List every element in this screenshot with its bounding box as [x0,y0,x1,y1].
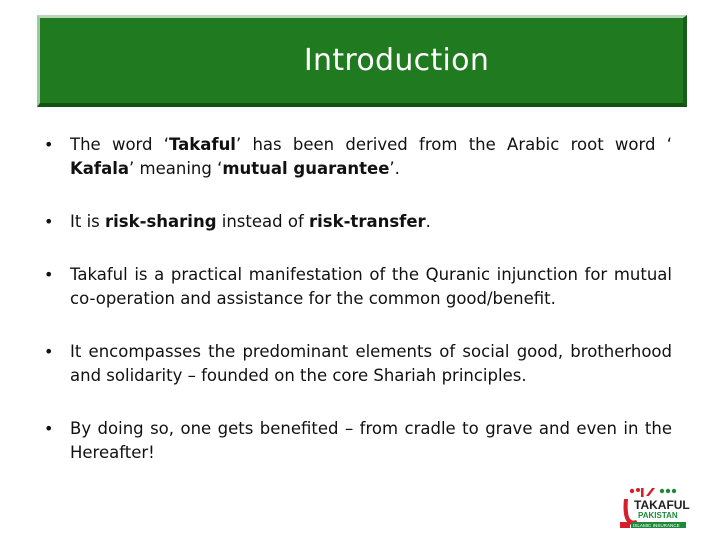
bold-term: mutual guarantee [222,159,390,178]
bullet-dot-icon: • [44,265,54,284]
bullet-item [44,417,672,465]
bullet-dot-icon: • [44,212,54,231]
bullet-dot-icon: • [44,342,54,361]
bullet-item [44,340,672,388]
bullet-text: It is [70,212,106,231]
bold-term: risk-sharing [105,212,217,231]
bullet-dot-icon: • [44,135,54,154]
logo-country-text: PAKISTAN [638,511,678,520]
logo-tagline-text: ISLAMIC INSURANCE [633,523,680,528]
bullet-text: The word ‘ [70,135,170,154]
bullet-text: ’ meaning ‘ [129,159,223,178]
bullet-item [44,133,672,181]
slide-title: Introduction [303,43,490,78]
takaful-pakistan-logo [612,487,690,531]
bullet-text: ’ has been derived from the Arabic root word ‘ [235,135,672,154]
bold-term: risk-transfer [309,212,426,231]
bullet-item [44,210,672,234]
logo-brand-text: TAKAFUL [634,498,690,512]
bullet-text: ’. [389,159,400,178]
bullet-dot-icon: • [44,419,54,438]
bullet-text: It encompasses the predominant elements of social good, brotherhood and solidarity – founded on the core Shariah principles. [70,342,672,385]
bullet-text: Takaful is a practical manifestation of the Quranic injunction for mutual co-operation and assistance for the common good/benefit. [70,265,672,308]
bullet-list [44,133,672,465]
bold-term: Takaful [169,135,236,154]
title-banner [37,15,687,107]
bullet-text: . [425,212,431,231]
bullet-text: By doing so, one gets benefited – from cradle to grave and even in the Hereafter! [70,419,672,462]
bullet-item [44,263,672,311]
bold-term: Kafala [70,159,130,178]
bullet-text: instead of [216,212,309,231]
